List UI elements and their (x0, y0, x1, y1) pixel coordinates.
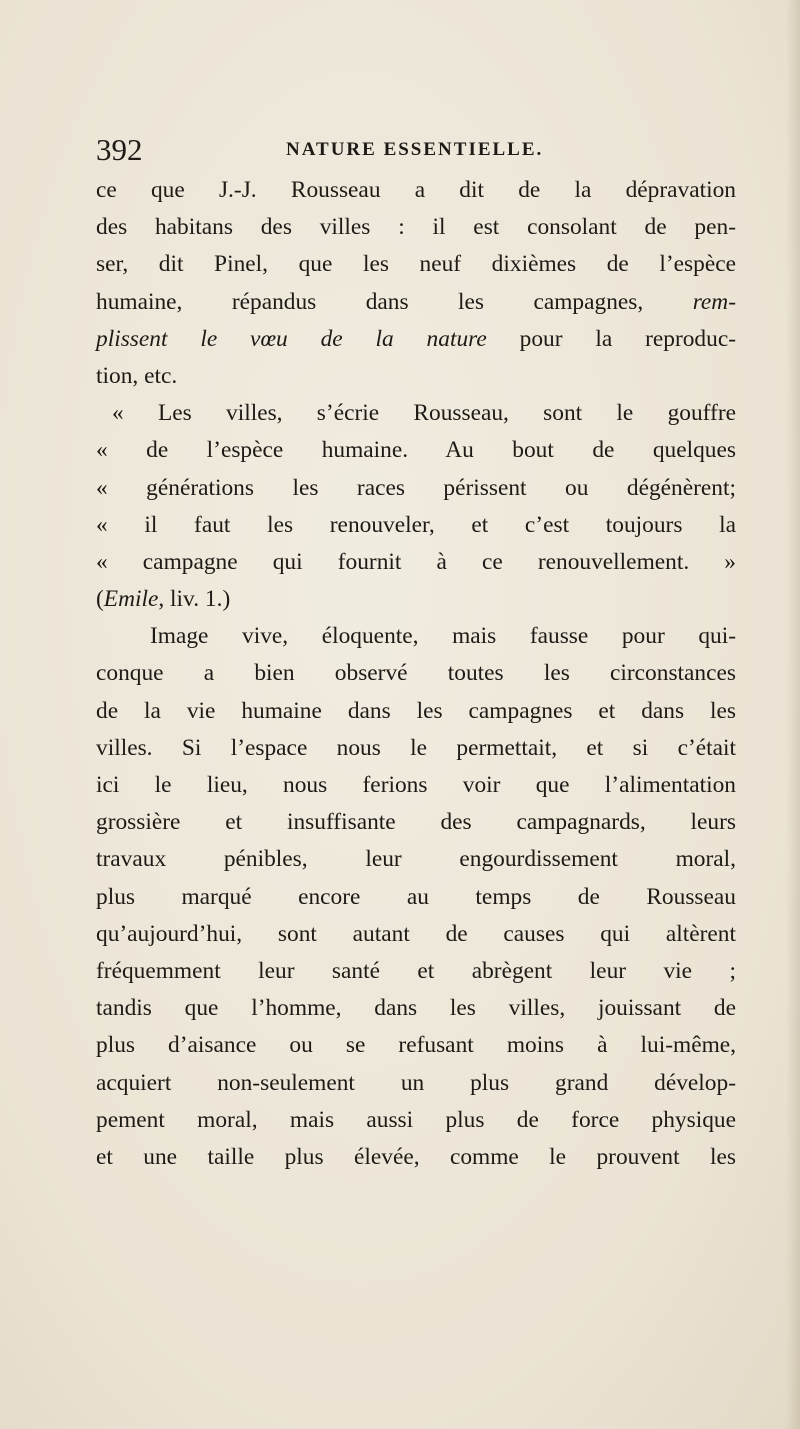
text-line: ser, dit Pinel, que les neuf dixièmes de l’espèce (96, 251, 736, 278)
text-line: Image vive, éloquente, mais fausse pour qui- (150, 623, 736, 650)
text-line (96, 284, 736, 321)
text-line: acquiert non-seulement un plus grand dévelop- (96, 1069, 736, 1096)
text-line (96, 321, 736, 358)
text-line: de la vie humaine dans les campagnes et dans les (96, 697, 736, 724)
italic-fragment: rem- (692, 288, 736, 315)
text-line: tandis que l’homme, dans les villes, jouissant de (96, 995, 736, 1022)
page-header (96, 132, 736, 168)
text-fragment: , liv. 1.) (158, 586, 231, 613)
quote-line: « campagne qui fournit à ce renouvellement. » (96, 548, 736, 575)
text-line: tion, etc. (96, 362, 178, 389)
text-line: grossière et insuffisante des campagnards, leurs (96, 809, 736, 836)
text-line: plus d’aisance ou se refusant moins à lui-même, (96, 1032, 736, 1059)
text-fragment: pour la reproduc- (486, 325, 736, 352)
italic-fragment: Emile (103, 586, 159, 613)
text-fragment: ( (96, 586, 104, 613)
citation-line (96, 581, 736, 618)
quote-line: « générations les races périssent ou dégénèrent; (96, 474, 736, 501)
quote-line: « il faut les renouveler, et c’est toujours la (96, 511, 736, 538)
body-text (96, 172, 736, 1176)
italic-fragment: plissent le vœu de la nature (96, 325, 487, 352)
text-line: plus marqué encore au temps de Rousseau (96, 883, 736, 910)
text-line: qu’aujourd’hui, sont autant de causes qui altèrent (96, 920, 736, 947)
quote-line: « de l’espèce humaine. Au bout de quelques (96, 437, 736, 464)
text-line: ce que J.-J. Rousseau a dit de la dépravation (96, 177, 736, 203)
quote-line: « Les villes, s’écrie Rousseau, sont le gouffre (112, 400, 736, 427)
text-line: fréquemment leur santé et abrègent leur vie ; (96, 957, 736, 984)
text-line: et une taille plus élevée, comme le prouvent les (96, 1143, 736, 1170)
text-line: des habitans des villes : il est consolant de pen- (96, 214, 736, 241)
page-number: 392 (96, 132, 143, 167)
page-edge-shadow (786, 0, 800, 1429)
text-line: pement moral, mais aussi plus de force physique (96, 1106, 736, 1133)
text-line: travaux pénibles, leur engourdissement moral, (96, 846, 736, 873)
text-line: conque a bien observé toutes les circonstances (96, 660, 736, 687)
running-title: NATURE ESSENTIELLE. (286, 139, 544, 160)
text-line: villes. Si l’espace nous le permettait, et si c’était (96, 734, 736, 761)
text-line: ici le lieu, nous ferions voir que l’alimentation (96, 772, 736, 798)
text-fragment: humaine, répandus dans les campagnes, (96, 288, 693, 315)
